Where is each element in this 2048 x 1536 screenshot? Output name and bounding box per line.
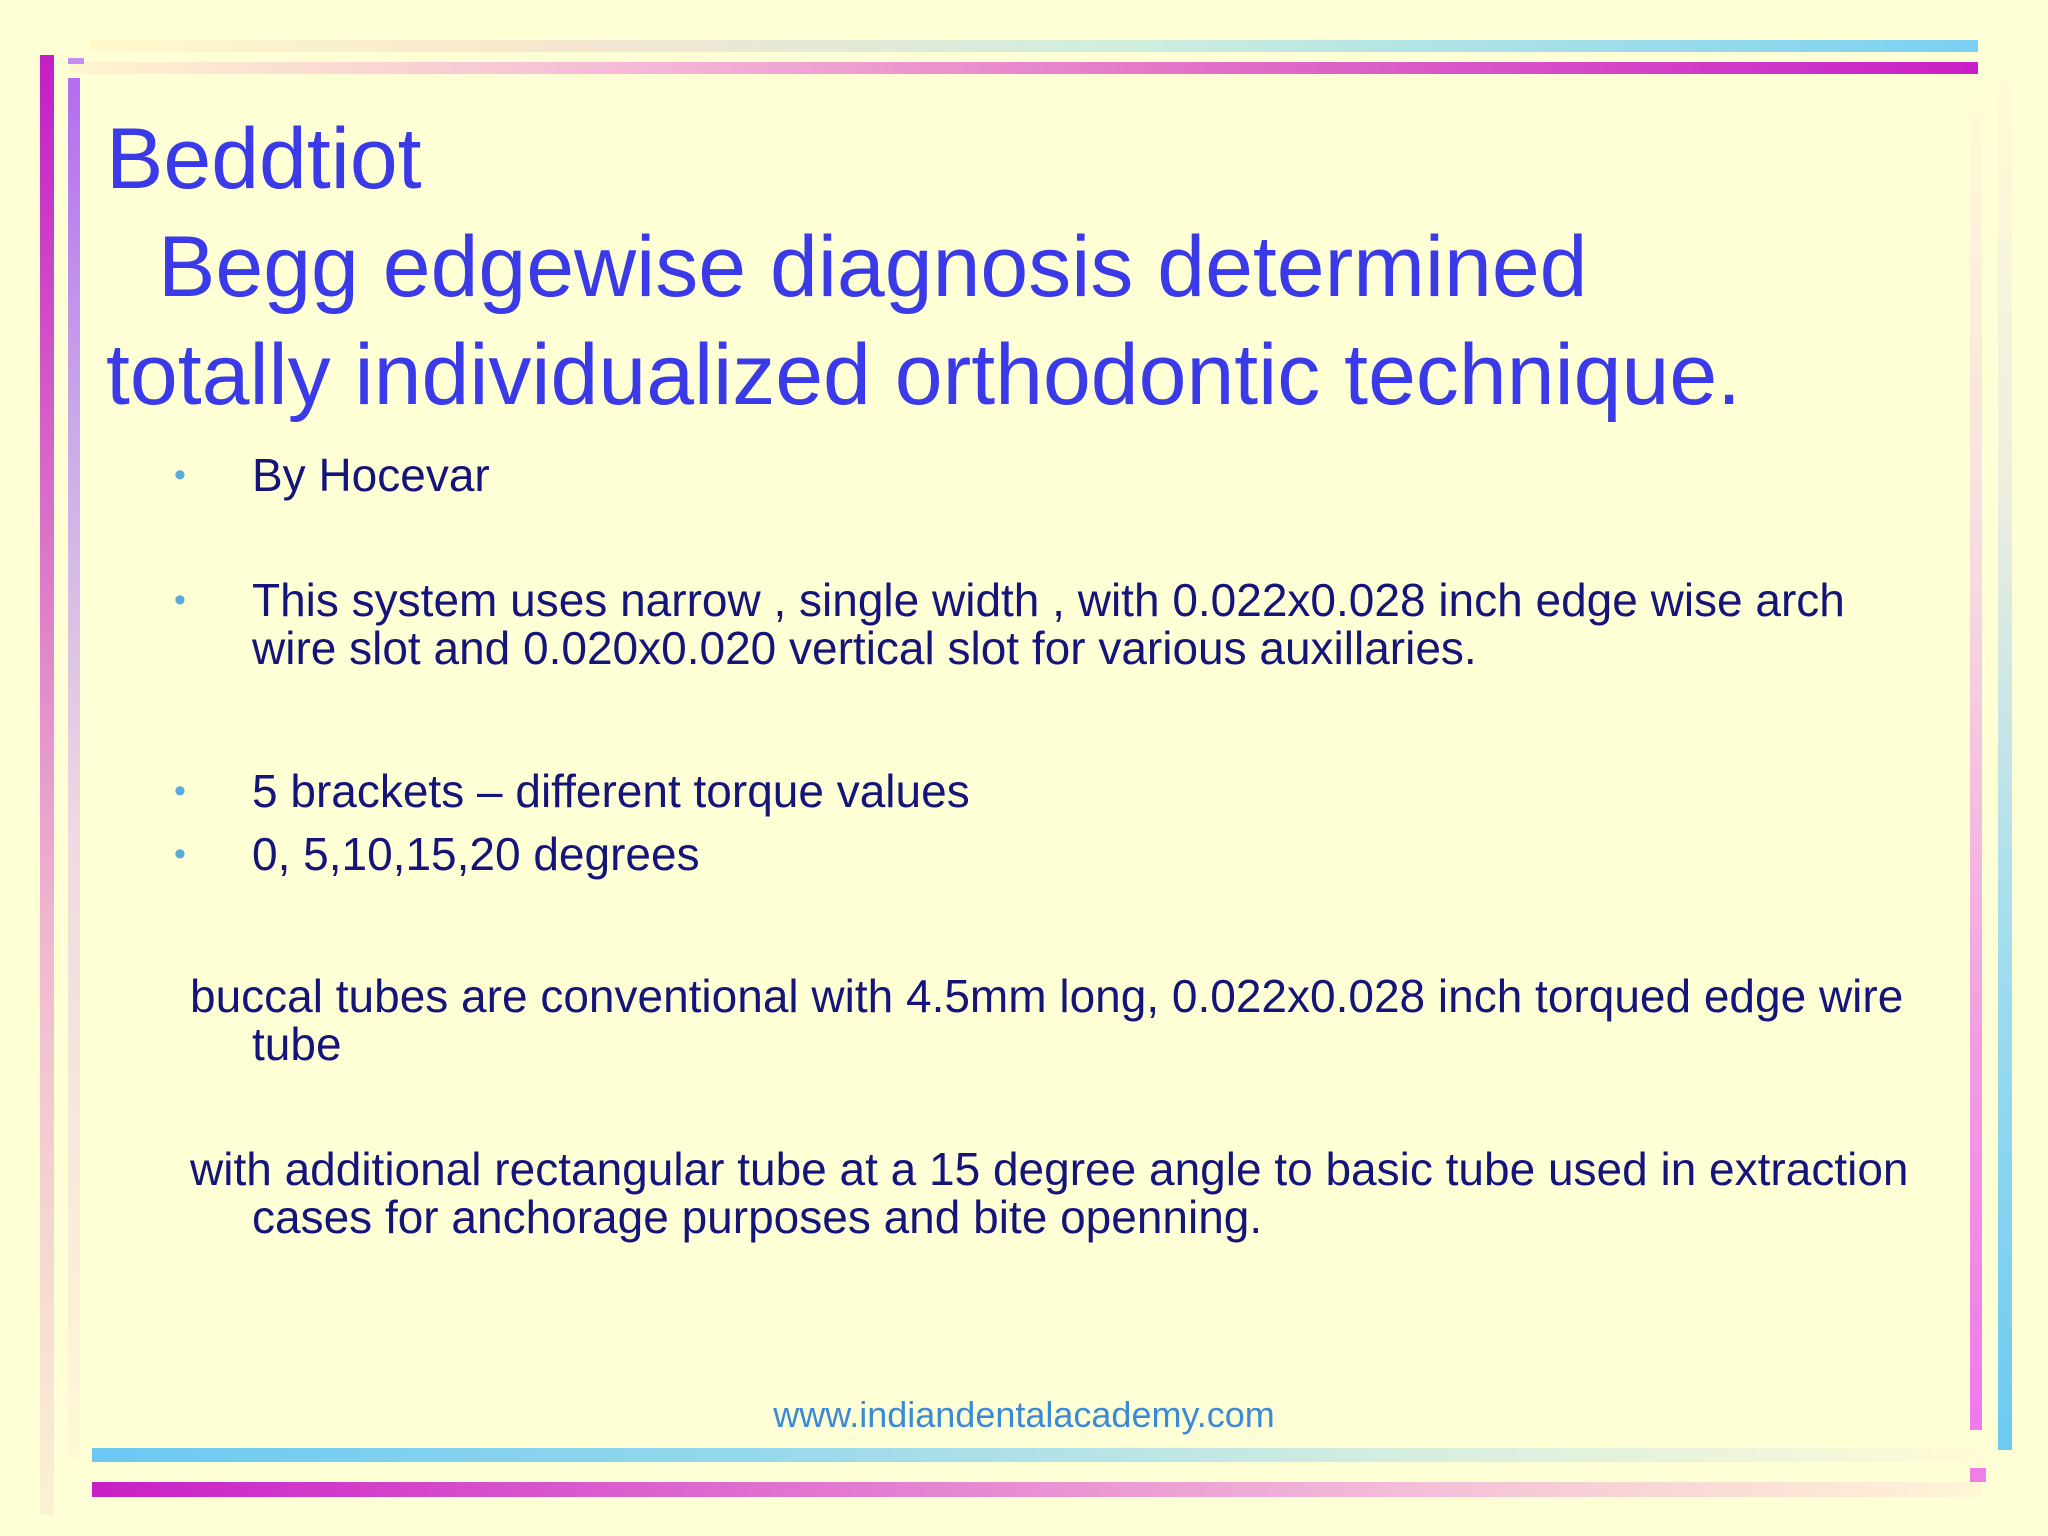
body-paragraph: with additional rectangular tube at a 15 degree angle to basic tube used in extraction cases for anchorage purposes and bite openning. [190, 1143, 1909, 1243]
left-border-outer [40, 55, 54, 1515]
bullet-dot-icon: • [174, 581, 186, 619]
bullet-item [170, 830, 1870, 878]
bullet-item [170, 767, 1870, 815]
bullet-text: This system uses narrow , single width , with 0.022x0.028 inch edge wise arch wire slot and 0.020x0.020 vertical slot for various auxillaries. [252, 574, 1845, 674]
bottom-border-inner [92, 1448, 1982, 1462]
right-border-outer [1998, 80, 2012, 1450]
bottom-border-outer [92, 1482, 1982, 1497]
top-border-inner [70, 62, 1978, 74]
left-border-accent [68, 58, 84, 64]
title-line-3: totally individualized orthodontic technique. [106, 327, 1742, 423]
slide-title [106, 105, 1946, 429]
bullet-text: 5 brackets – different torque values [252, 765, 970, 817]
footer-website-link[interactable]: www.indiandentalacademy.com [773, 1394, 1275, 1435]
bullet-text: 0, 5,10,15,20 degrees [252, 828, 700, 880]
title-line-2: Begg edgewise diagnosis determined [158, 219, 1588, 315]
bullet-dot-icon: • [174, 835, 186, 873]
body-paragraph: buccal tubes are conventional with 4.5mm long, 0.022x0.028 inch torqued edge wire tube [190, 970, 1904, 1070]
bullet-item [170, 451, 1870, 499]
title-line-1: Beddtiot [106, 111, 422, 207]
bullet-dot-icon: • [174, 772, 186, 810]
top-border-outer [90, 40, 1978, 52]
bullet-text: By Hocevar [252, 449, 490, 501]
bullet-item [170, 576, 1870, 672]
left-border-inner [68, 78, 80, 1458]
bullet-dot-icon: • [174, 456, 186, 494]
right-border-accent [1970, 1468, 1986, 1482]
